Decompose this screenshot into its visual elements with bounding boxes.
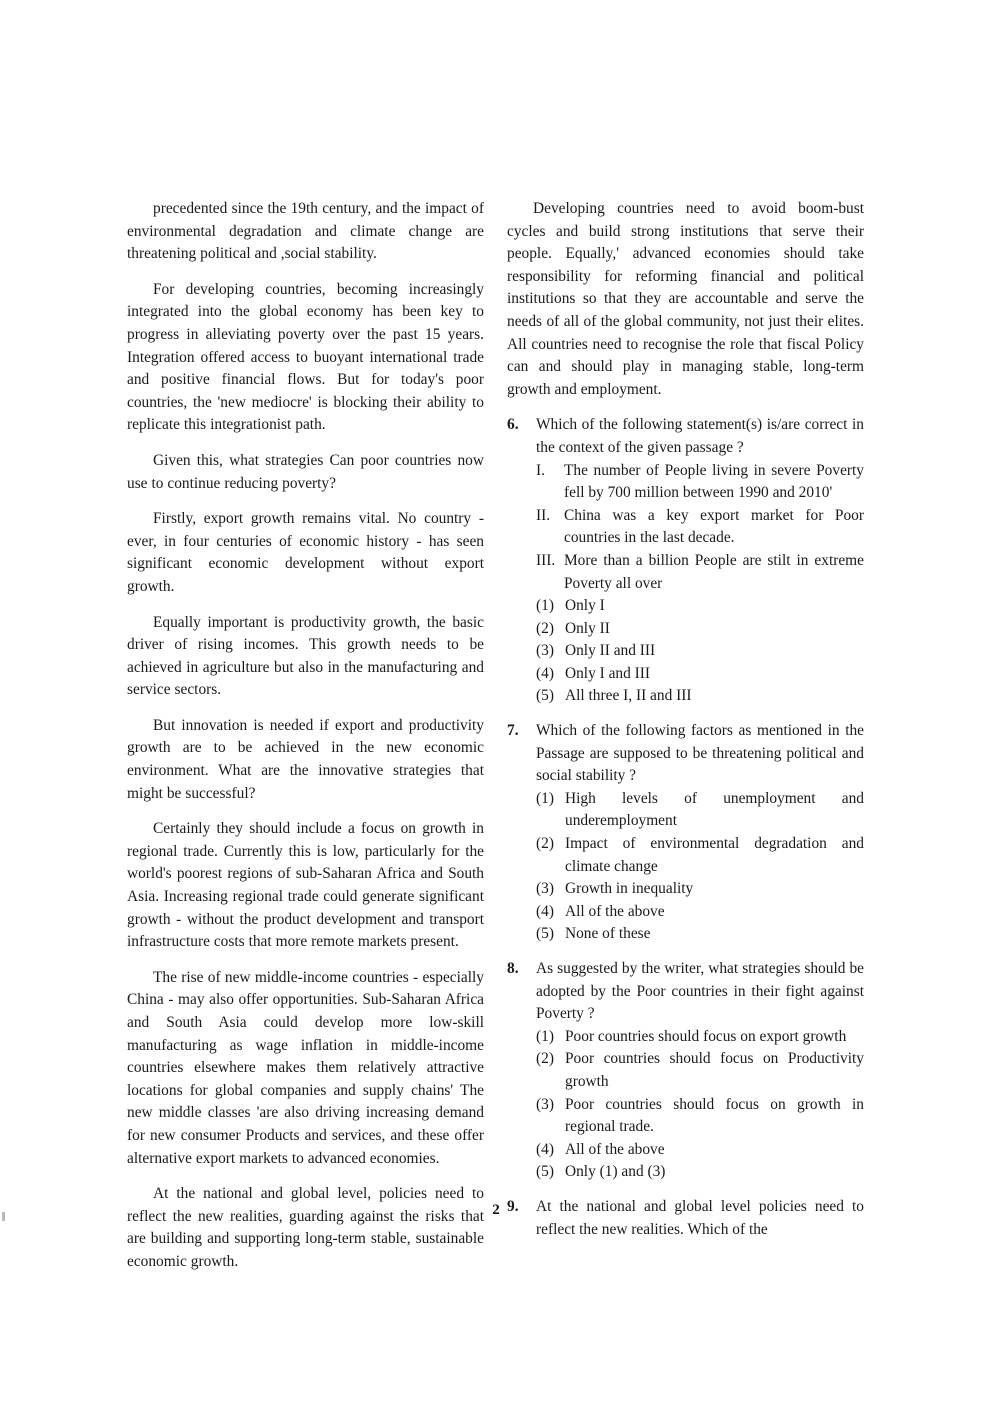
- option-text: Poor countries should focus on growth in regional trade.: [565, 1095, 864, 1136]
- question-item: [507, 414, 864, 708]
- statement-marker: II.: [536, 506, 551, 524]
- option-marker: (4): [536, 1140, 554, 1158]
- passage-paragraph: Given this, what strategies Can poor countries now use to continue reducing poverty?: [127, 451, 484, 492]
- left-column: [127, 198, 484, 1274]
- question-number: 6.: [507, 416, 519, 434]
- page-number: 2: [492, 1202, 500, 1218]
- option-item[interactable]: [507, 595, 864, 618]
- question-text-row: [507, 958, 864, 1026]
- option-marker: (1): [536, 1027, 554, 1045]
- option-text: Only (1) and (3): [565, 1163, 666, 1181]
- option-item[interactable]: [507, 788, 864, 833]
- option-text: All three I, II and III: [565, 687, 692, 705]
- option-item[interactable]: [507, 878, 864, 901]
- option-marker: (1): [536, 789, 554, 807]
- statement-item: [507, 505, 864, 550]
- option-text: High levels of unemployment and underemployment: [565, 789, 864, 830]
- question-number: 7.: [507, 722, 519, 740]
- question-text: Which of the following factors as mentioned in the Passage are supposed to be threatening political and social stability ?: [536, 722, 864, 785]
- option-item[interactable]: [507, 833, 864, 878]
- question-text: At the national and global level policies need to reflect the new realities. Which of the: [536, 1197, 864, 1238]
- passage-paragraph: Certainly they should include a focus on growth in regional trade. Currently this is low, particularly for the world's poorest regions of sub-Saharan Africa and South Asia. Increasing regional trade could generate significant growth - without the product development and transport infrastructure costs that more remote markets present.: [127, 820, 484, 951]
- statement-list: [507, 460, 864, 596]
- question-text: As suggested by the writer, what strategies should be adopted by the Poor countries in their fight against Poverty ?: [536, 960, 864, 1023]
- option-marker: (4): [536, 664, 554, 682]
- option-marker: (1): [536, 597, 554, 615]
- option-item[interactable]: [507, 618, 864, 641]
- two-column-body: [127, 198, 864, 1274]
- option-item[interactable]: [507, 640, 864, 663]
- option-text: Poor countries should focus on export growth: [565, 1027, 847, 1045]
- passage-paragraph: For developing countries, becoming increasingly integrated into the global economy has been key to progress in alleviating poverty over the past 15 years. Integration offered access to buoyant international trade and positive financial flows. But for today's poor countries, the 'new mediocre' is blocking their ability to replicate this integrationist path.: [127, 280, 484, 434]
- option-text: Only II and III: [565, 642, 656, 660]
- question-text-row: [507, 414, 864, 459]
- scan-artifact: [2, 1212, 5, 1221]
- question-text-row: [507, 720, 864, 788]
- option-item[interactable]: [507, 1026, 864, 1049]
- question-text: Which of the following statement(s) is/are correct in the context of the given passage ?: [536, 416, 864, 456]
- option-marker: (5): [536, 687, 554, 705]
- option-text: Impact of environmental degradation and climate change: [565, 835, 864, 875]
- option-marker: (5): [536, 1163, 554, 1181]
- passage-paragraph: But innovation is needed if export and productivity growth are to be achieved in the new economic environment. What are the innovative strategies that might be successful?: [127, 716, 484, 802]
- option-marker: (2): [536, 1050, 554, 1068]
- question-number: 9.: [507, 1197, 519, 1215]
- option-list: [507, 788, 864, 946]
- statement-text: The number of People living in severe Poverty fell by 700 million between 1990 and 2010': [564, 461, 864, 502]
- option-item[interactable]: [507, 1161, 864, 1184]
- statement-item: [507, 550, 864, 595]
- option-marker: (3): [536, 642, 554, 660]
- option-marker: (3): [536, 880, 554, 898]
- option-item[interactable]: [507, 663, 864, 686]
- option-text: Only I: [565, 597, 605, 615]
- option-list: [507, 1026, 864, 1184]
- option-marker: (5): [536, 925, 554, 943]
- option-item[interactable]: [507, 1139, 864, 1162]
- statement-marker: I.: [536, 461, 545, 479]
- right-column: [507, 198, 864, 1274]
- option-text: Growth in inequality: [565, 880, 694, 898]
- option-text: None of these: [565, 925, 651, 943]
- question-number: 8.: [507, 960, 519, 977]
- option-text: Poor countries should focus on Productivity growth: [565, 1050, 864, 1090]
- option-marker: (2): [536, 835, 554, 853]
- option-text: Only I and III: [565, 664, 651, 682]
- question-item: [507, 958, 864, 1184]
- option-text: Only II: [565, 619, 610, 637]
- passage-paragraph: Equally important is productivity growth, the basic driver of rising incomes. This growth needs to be achieved in agriculture but also in the manufacturing and service sectors.: [127, 613, 484, 699]
- passage-paragraph: precedented since the 19th century, and the impact of environmental degradation and climate change are threatening political and ,social stability.: [127, 200, 484, 263]
- statement-marker: III.: [536, 551, 556, 569]
- passage-paragraph: The rise of new middle-income countries - especially China - may also offer opportunities. Sub-Saharan Africa and South Asia could develop more low-skill manufacturing as wage inflation in middle-income countries elsewhere makes them relatively attractive locations for global companies and supply chains' The new middle classes 'are also driving increasing demand for new consumer Products and services, and these offer alternative export markets to advanced economies.: [127, 968, 484, 1167]
- option-item[interactable]: [507, 1094, 864, 1139]
- option-item[interactable]: [507, 923, 864, 946]
- option-list: [507, 595, 864, 708]
- passage-paragraph: Developing countries need to avoid boom-bust cycles and build strong institutions that serve their people. Equally,' advanced economies should take responsibility for reforming financial and political institutions so that they are accountable and serve the needs of all of the global community, not just their elites. All countries need to recognise the role that fiscal Policy can and should play in managing stable, long-term growth and employment.: [507, 200, 864, 398]
- option-marker: (3): [536, 1095, 554, 1113]
- option-item[interactable]: [507, 1048, 864, 1093]
- option-item[interactable]: [507, 901, 864, 924]
- question-item: [507, 720, 864, 946]
- passage-paragraph: Firstly, export growth remains vital. No country - ever, in four centuries of economic history - has seen significant economic development without export growth.: [127, 510, 484, 595]
- statement-text: China was a key export market for Poor countries in the last decade.: [564, 506, 864, 547]
- option-marker: (4): [536, 902, 554, 920]
- option-text: All of the above: [565, 902, 665, 920]
- statement-item: [507, 460, 864, 505]
- option-item[interactable]: [507, 685, 864, 708]
- statement-text: More than a billion People are stilt in extreme Poverty all over: [564, 551, 864, 592]
- option-marker: (2): [536, 619, 554, 637]
- option-text: All of the above: [565, 1140, 665, 1158]
- passage-paragraph: At the national and global level, policies need to reflect the new realities, guarding against the risks that are building and supporting long-term stable, sustainable economic growth.: [127, 1185, 484, 1270]
